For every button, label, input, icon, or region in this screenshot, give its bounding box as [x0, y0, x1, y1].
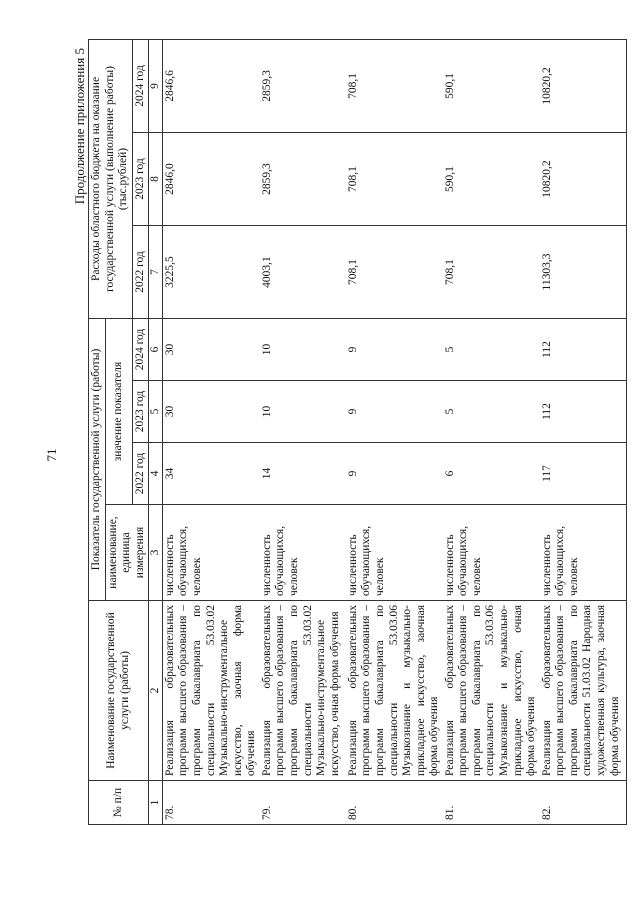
- expense-2024: 590,1: [443, 39, 540, 132]
- row-number: 81.: [443, 781, 540, 825]
- column-number: 7: [149, 226, 163, 319]
- expense-2023: 2859,3: [260, 133, 346, 226]
- value-2024: 112: [540, 319, 627, 381]
- values-group-header: значение показателя: [105, 319, 132, 505]
- value-2022: 6: [443, 443, 540, 505]
- column-number: 4: [149, 443, 163, 505]
- expense-2024: 10820,2: [540, 39, 627, 132]
- expense-2022: 708,1: [346, 226, 443, 319]
- expense-2022: 11303,3: [540, 226, 627, 319]
- service-name: Реализация образовательных программ высшего образования – программ бакалавриата по специальности 53.03.06 Музыкознание и музыкально-прикладное искусство, очная форма обучения: [443, 601, 540, 781]
- value-2023: 9: [346, 381, 443, 443]
- header-row-1: [89, 39, 106, 824]
- value-2022: 34: [162, 443, 259, 505]
- expense-2023: 10820,2: [540, 133, 627, 226]
- service-name: Реализация образовательных программ высшего образования – программ бакалавриата по специальности 53.03.06 Музыкознание и музыкально-прикладное искусство, заочная форма обучения: [346, 601, 443, 781]
- table-row: [346, 39, 443, 824]
- column-number: 9: [149, 39, 163, 132]
- year-header: 2024 год: [132, 39, 149, 132]
- value-2024: 10: [260, 319, 346, 381]
- value-2022: 117: [540, 443, 627, 505]
- year-header: 2023 год: [132, 133, 149, 226]
- unit-of-measure: численность обучающихся, человек: [346, 505, 443, 601]
- col-no-header: № п/п: [89, 781, 149, 825]
- row-number: 79.: [260, 781, 346, 825]
- expense-2022: 3225,5: [162, 226, 259, 319]
- expense-2023: 708,1: [346, 133, 443, 226]
- budget-table: [88, 39, 627, 825]
- expense-2023: 2846,0: [162, 133, 259, 226]
- unit-of-measure: численность обучающихся, человек: [260, 505, 346, 601]
- column-number: 3: [149, 505, 163, 601]
- unit-of-measure: численность обучающихся, человек: [162, 505, 259, 601]
- value-2023: 30: [162, 381, 259, 443]
- table-row: [260, 39, 346, 824]
- value-2024: 30: [162, 319, 259, 381]
- service-name: Реализация образовательных программ высшего образования – программ бакалавриата по специальности 53.03.02 Музыкально-инструментальное искусство, заочная форма обучения: [162, 601, 259, 781]
- year-header: 2023 год: [132, 381, 149, 443]
- column-number-row: [149, 39, 163, 824]
- value-2023: 112: [540, 381, 627, 443]
- expense-2024: 708,1: [346, 39, 443, 132]
- column-number: 5: [149, 381, 163, 443]
- expense-2022: 708,1: [443, 226, 540, 319]
- expense-2024: 2859,3: [260, 39, 346, 132]
- table-row: [162, 39, 259, 824]
- service-name: Реализация образовательных программ высшего образования – программ бакалавриата по специальности 53.03.02 Музыкально-инструментальное искусство, очная форма обучения: [260, 601, 346, 781]
- year-header: 2022 год: [132, 226, 149, 319]
- value-2022: 9: [346, 443, 443, 505]
- page-number: 71: [44, 448, 59, 462]
- unit-of-measure: численность обучающихся, человек: [443, 505, 540, 601]
- table-row: [540, 39, 627, 824]
- unit-of-measure: численность обучающихся, человек: [540, 505, 627, 601]
- column-number: 2: [149, 601, 163, 781]
- year-header: 2024 год: [132, 319, 149, 381]
- column-number: 1: [149, 781, 163, 825]
- value-2023: 10: [260, 381, 346, 443]
- service-name: Реализация образовательных программ высшего образования – программ бакалавриата по специальности 51.03.02 Народная художественная культура, заочная форма обучения: [540, 601, 627, 781]
- expense-2024: 2846,6: [162, 39, 259, 132]
- indicator-group-header: Показатель государственной услуги (работы): [89, 319, 106, 601]
- col-name-header: Наименование государственной услуги (работы): [89, 601, 149, 781]
- column-number: 6: [149, 319, 163, 381]
- value-2024: 9: [346, 319, 443, 381]
- table-row: [443, 39, 540, 824]
- continuation-note: Продолжение приложения 5: [72, 48, 87, 205]
- expense-2022: 4003,1: [260, 226, 346, 319]
- value-2022: 14: [260, 443, 346, 505]
- col-unit-header: наименование, единица измерения: [105, 505, 149, 601]
- row-number: 82.: [540, 781, 627, 825]
- value-2023: 5: [443, 381, 540, 443]
- column-number: 8: [149, 133, 163, 226]
- year-header: 2022 год: [132, 443, 149, 505]
- value-2024: 5: [443, 319, 540, 381]
- expense-2023: 590,1: [443, 133, 540, 226]
- row-number: 80.: [346, 781, 443, 825]
- expenses-group-header: Расходы областного бюджета на оказание государственной услуги (выполнение работы) (тыс.рублей): [89, 39, 133, 318]
- row-number: 78.: [162, 781, 259, 825]
